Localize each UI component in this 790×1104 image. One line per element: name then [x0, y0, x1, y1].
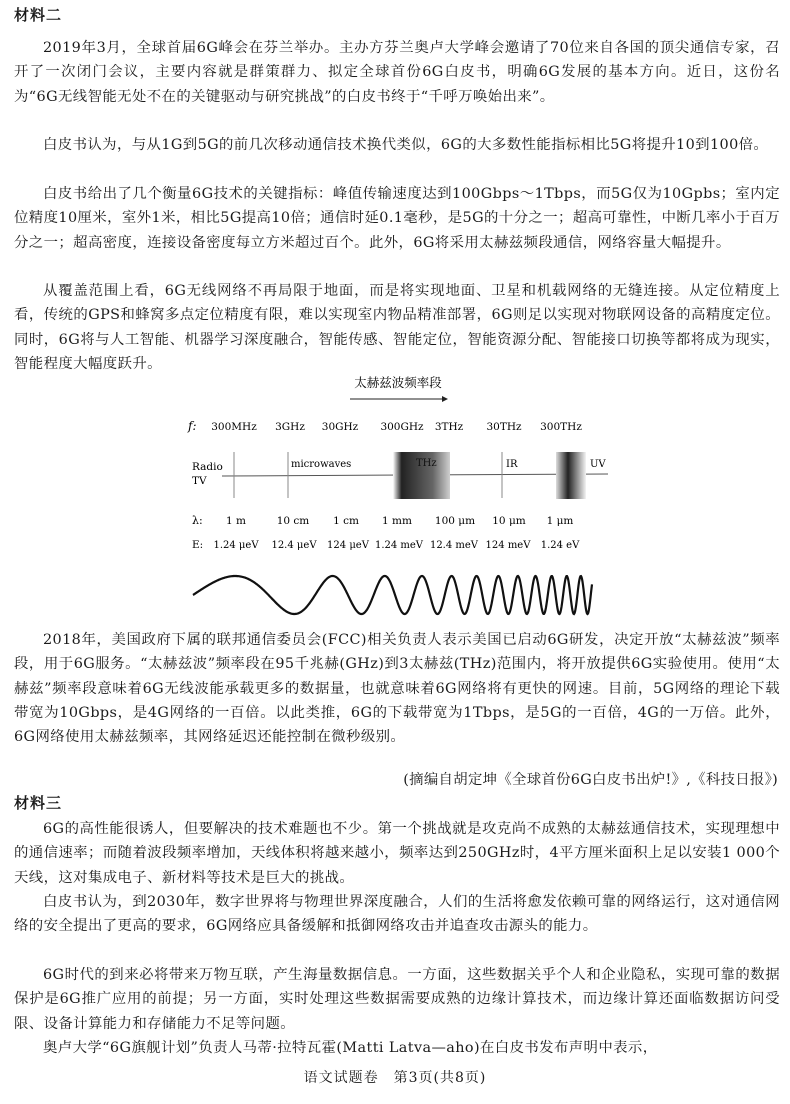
frequency-label: 30GHz — [321, 421, 359, 433]
wavelength-label: 1 mm — [382, 515, 412, 527]
energy-label: 1.24 μeV — [213, 540, 259, 551]
frequency-label: 3GHz — [275, 421, 305, 433]
frequency-label: 3THz — [434, 421, 464, 433]
material2-paragraph-1: 2019年3月，全球首届6G峰会在芬兰举办。主办方芬兰奥卢大学峰会邀请了70位来自各国的顶尖通信专家，召开了一次闭门会议，主要内容就是群策群力、拟定全球首份6G白皮书，明确6G发展的基本方向。近日，这份名为“6G无线智能无处不在的关键驱动与研究挑战”的白皮书终于“千呼万唤始出来”。 — [14, 40, 780, 105]
material2-paragraph-5: 2018年，美国政府下属的联邦通信委员会(FCC)相关负责人表示美国已启动6G研发，决定开放“太赫兹波”频率段，用于6G服务。“太赫兹波”频率段在95千兆赫(GHz)到3太赫兹(THz)范围内，将开放提供6G实验使用。使用“太赫兹”频率段意味着6G无线波能承载更多的数据量，也就意味着6G网络将有更快的网速。目前，5G网络的理论下载带宽为10Gbps，是4G网络的一百倍。以此类推，6G的下载带宽为1Tbps，是5G的一百倍，4G的一万倍。此外，6G网络使用太赫兹频率，其网络延迟还能控制在微秒级别。 — [14, 632, 780, 746]
wavelength-label: 1 μm — [546, 515, 574, 527]
material2-paragraph-3: 白皮书给出了几个衡量6G技术的关键指标：峰值传输速度达到100Gbps～1Tbps，而5G仅为10Gpbs；室内定位精度10厘米，室外1米，相比5G提高10倍；通信时延0.1毫秒，是5G的十分之一；超高可靠性，中断几率小于百万分之一；超高密度，连接设备密度每立方米超过百个。此外，6G将采用太赫兹频段通信，网络容量大幅提升。 — [14, 186, 780, 251]
wavelength-label: 100 μm — [434, 515, 476, 527]
material2-source-citation: (摘编自胡定坤《全球首份6G白皮书出炉!》,《科技日报》) — [403, 772, 778, 788]
material3-paragraph-1: 6G的高性能很诱人，但要解决的技术难题也不少。第一个挑战就是攻克尚不成熟的太赫兹通信技术，实现理想中的通信速率；而随着波段频率增加，天线体积将越来越小，频率达到250GHz时，4平方厘米面积上足以安装1 000个天线，这对集成电子、新材料等技术是巨大的挑战。 — [14, 821, 780, 886]
material2-paragraph-2: 白皮书认为，与从1G到5G的前几次移动通信技术换代类似，6G的大多数性能指标相比5G将提升10到100倍。 — [43, 137, 769, 153]
wavelength-label: 10 cm — [276, 515, 310, 527]
wavelength-ticks — [226, 515, 573, 527]
material2-heading: 材料二 — [14, 6, 63, 24]
wavelength-label: 1 cm — [333, 515, 359, 527]
band-tv-label: TV — [192, 475, 207, 487]
chirp-wave — [193, 576, 592, 614]
wavelength-label: 1 m — [226, 515, 246, 527]
material3-paragraph-4: 奥卢大学“6G旗舰计划”负责人马蒂·拉特瓦霍(Matti Latva—aho)在白皮书发布声明中表示， — [43, 1040, 658, 1056]
material3-paragraph-3: 6G时代的到来必将带来万物互联，产生海量数据信息。一方面，这些数据关乎个人和企业隐私，实现可靠的数据保护是6G推广应用的前提；另一方面，实时处理这些数据需要成熟的边缘计算技术，而边缘计算还面临数据访问受限、设备计算能力和存储能力不足等问题。 — [14, 967, 780, 1032]
wavelength-label: 10 μm — [492, 515, 526, 527]
energy-axis-label: E: — [192, 539, 204, 551]
energy-label: 12.4 meV — [429, 540, 479, 551]
terahertz-spectrum-figure — [0, 368, 790, 630]
energy-label: 124 meV — [485, 540, 531, 551]
frequency-label: 300GHz — [380, 421, 424, 433]
wavelength-axis-label: λ: — [192, 514, 203, 527]
energy-label: 124 μeV — [327, 540, 369, 551]
energy-ticks — [213, 540, 580, 551]
frequency-label: 300THz — [540, 421, 582, 433]
frequency-ticks — [211, 421, 582, 433]
material3-heading: 材料三 — [14, 794, 63, 812]
energy-label: 12.4 μeV — [271, 540, 317, 551]
band-radio-label: Radio — [192, 461, 223, 473]
material3-paragraph-2: 白皮书认为，到2030年，数字世界将与物理世界深度融合，人们的生活将愈发依赖可靠的网络运行，这对通信网络的安全提出了更高的要求，6G网络应具备缓解和抵御网络攻击并追查攻击源头的能力。 — [14, 894, 780, 935]
figure-arrow-head — [442, 396, 448, 402]
band-microwaves-label: microwaves — [291, 459, 352, 470]
energy-label: 1.24 meV — [374, 540, 424, 551]
band-uv-label: UV — [590, 459, 606, 470]
frequency-label: 30THz — [486, 421, 522, 433]
band-thz-label: THz — [416, 458, 437, 469]
material2-paragraph-4: 从覆盖范围上看，6G无线网络不再局限于地面，而是将实现地面、卫星和机载网络的无缝连接。从定位精度上看，传统的GPS和蜂窝多点定位精度有限，难以实现室内物品精准部署，6G则足以实现对物联网设备的高精度定位。同时，6G将与人工智能、机器学习深度融合，智能传感、智能定位，智能资源分配、智能接口切换等都将成为现实，智能程度大幅度跃升。 — [14, 283, 780, 372]
uv-band-block — [556, 452, 586, 499]
energy-label: 1.24 eV — [540, 540, 580, 551]
band-ir-label: IR — [506, 459, 518, 470]
frequency-label: 300MHz — [211, 421, 257, 433]
frequency-axis-label: f: — [188, 419, 197, 433]
page-footer: 语文试题卷 第3页(共8页) — [303, 1070, 487, 1086]
figure-title: 太赫兹波频率段 — [354, 375, 442, 390]
